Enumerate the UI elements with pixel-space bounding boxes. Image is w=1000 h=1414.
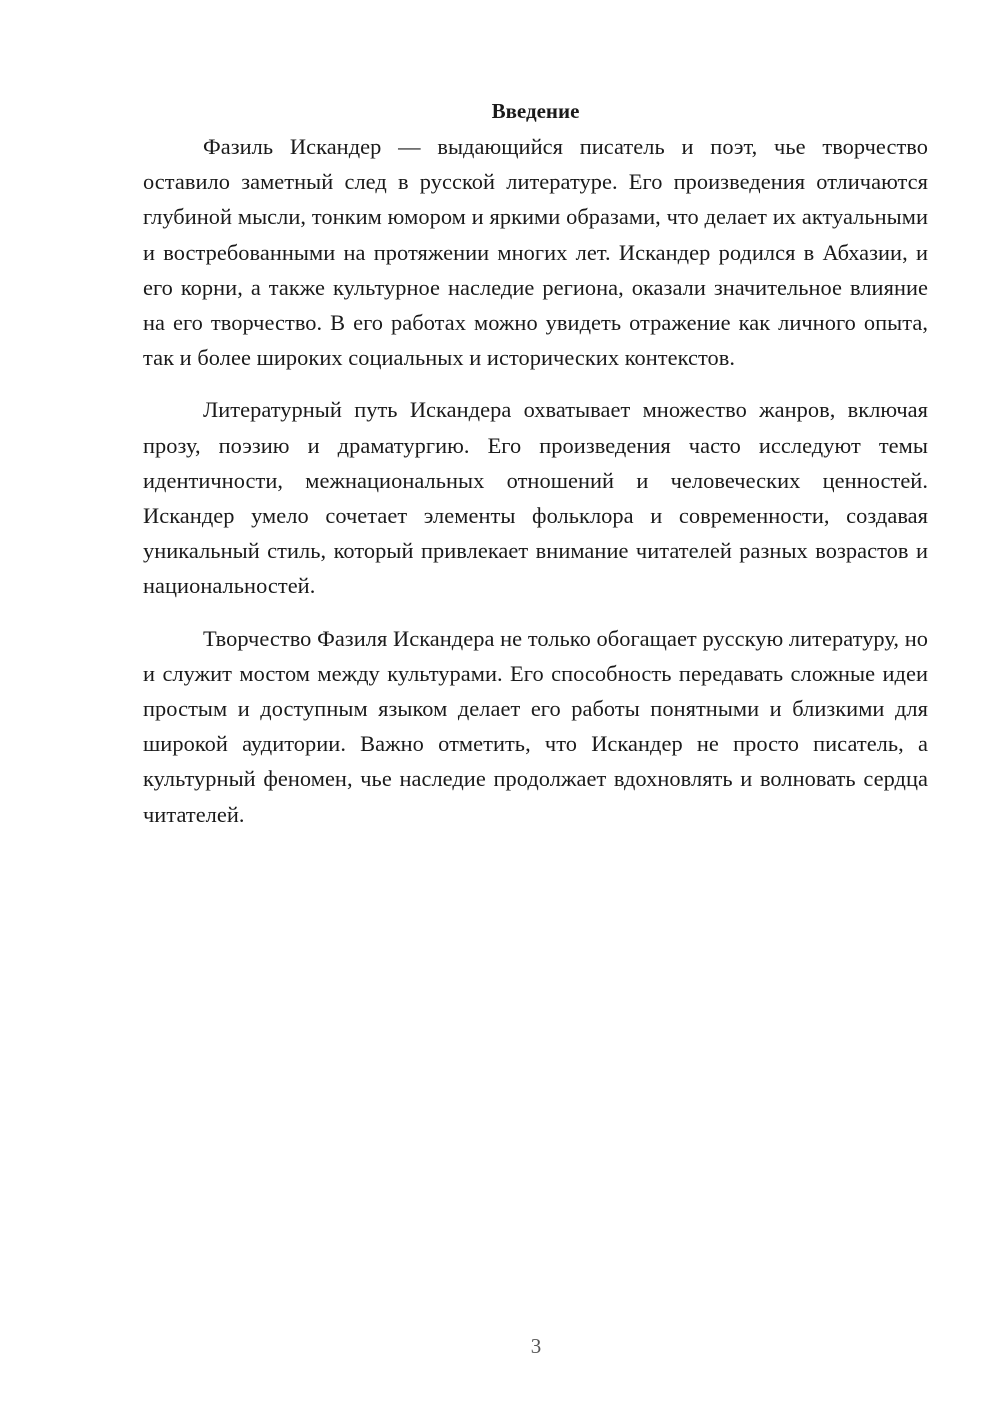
paragraph-2: Литературный путь Искандера охватывает множество жанров, включая прозу, поэзию и драматургию. Его произведения часто исследуют темы идентичности, межнациональных отношений и человеческих ценностей. Искандер умело сочетает элементы фольклора и современности, создавая уникальный стиль, который привлекает внимание читателей разных возрастов и национальностей. (143, 397, 928, 599)
page-number: 3 (530, 1334, 542, 1358)
page-content (143, 96, 928, 849)
paragraph-3: Творчество Фазиля Искандера не только обогащает русскую литературу, но и служит мостом между культурами. Его способность передавать сложные идеи простым и доступным языком делает его работы понятными и близкими для широкой аудитории. Важно отметить, что Искандер не просто писатель, а культурный феномен, чье наследие продолжает вдохновлять и волновать сердца читателей. (143, 625, 928, 827)
section-heading: Введение (491, 99, 580, 123)
paragraph-1: Фазиль Искандер — выдающийся писатель и поэт, чье творчество оставило заметный след в русской литературе. Его произведения отличаются глубиной мысли, тонким юмором и яркими образами, что делает их актуальными и востребованными на протяжении многих лет. Искандер родился в Абхазии, и его корни, а также культурное наследие региона, оказали значительное влияние на его творчество. В его работах можно увидеть отражение как личного опыта, так и более широких социальных и исторических контекстов. (143, 134, 928, 371)
